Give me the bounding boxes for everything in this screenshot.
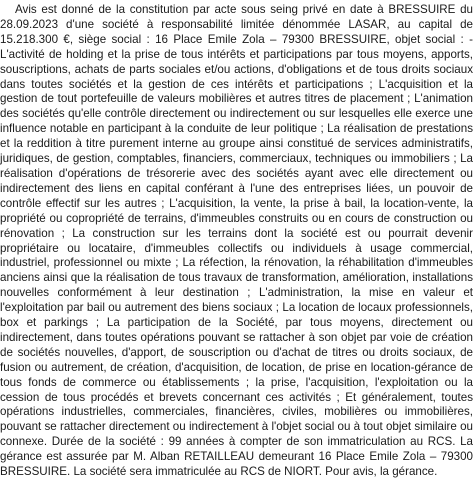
notice-paragraph: Avis est donné de la constitution par acte sous seing privé en date à BRESSUIRE du 28.09.2023 d'une société à responsabilité limitée dénommée LASAR, au capital de 15.218.300 €, siège social : 16 Place Emile Zola – 79300 BRESSUIRE, objet social : - L'activité de holding et la prise de tous intérêts et participations par tous moyens, apports, souscriptions, achats de parts sociales et/ou actions, d'obligations et de tous droits sociaux dans toutes sociétés et la gestion de ces intérêts et participations ; L'acquisition et la gestion de tout portefeuille de valeurs mobilières et autres titres de placement ; L'animation des sociétés qu'elle contrôle directement ou indirectement ou sur lesquelles elle exerce une influence notable en participant à la conduite de leur politique ; La réalisation de prestations et la reddition à titre purement interne au groupe ainsi constitué de services administratifs, juridiques, de gestion, comptables, financiers, commerciaux, techniques ou immobiliers ; La réalisation d'opérations de trésorerie avec des sociétés ayant avec elle directement ou indirectement des liens en capital conférant à l'une des entreprises liées, un pouvoir de contrôle effectif sur les autres ; L'acquisition, la vente, la prise à bail, la location-vente, la propriété ou copropriété de terrains, d'immeubles construits ou en cours de construction ou rénovation ; La construction sur les terrains dont la société est ou pourrait devenir propriétaire ou locataire, d'immeubles collectifs ou individuels à usage commercial, industriel, professionnel ou mixte ; La réfection, la rénovation, la réhabilitation d'immeubles anciens ainsi que la réalisation de tous travaux de transformation, amélioration, installations nouvelles conformément à leur destination ; L'administration, la mise en valeur et l'exploitation par bail ou autrement des biens sociaux ; La location de locaux professionnels, box et parkings ; La participation de la Société, par tous moyens, directement ou indirectement, dans toutes opérations pouvant se rattacher à son objet par voie de création de sociétés nouvelles, d'apport, de souscription ou d'achat de titres ou droits sociaux, de fusion ou autrement, de création, d'acquisition, de location, de prise en location-gérance de tous fonds de commerce ou établissements ; la prise, l'acquisition, l'exploitation ou la cession de tous procédés et brevets concernant ces activités ; Et généralement, toutes opérations industrielles, commerciales, financières, civiles, mobilières ou immobilières, pouvant se rattacher directement ou indirectement à l'objet social ou à tout objet similaire ou connexe. Durée de la société : 99 années à compter de son immatriculation au RCS. La gérance est assurée par M. Alban RETAILLEAU demeurant 16 Place Emile Zola – 79300 BRESSUIRE. La société sera immatriculée au RCS de NIORT. Pour avis, la gérance. <box>0 3 473 479</box>
